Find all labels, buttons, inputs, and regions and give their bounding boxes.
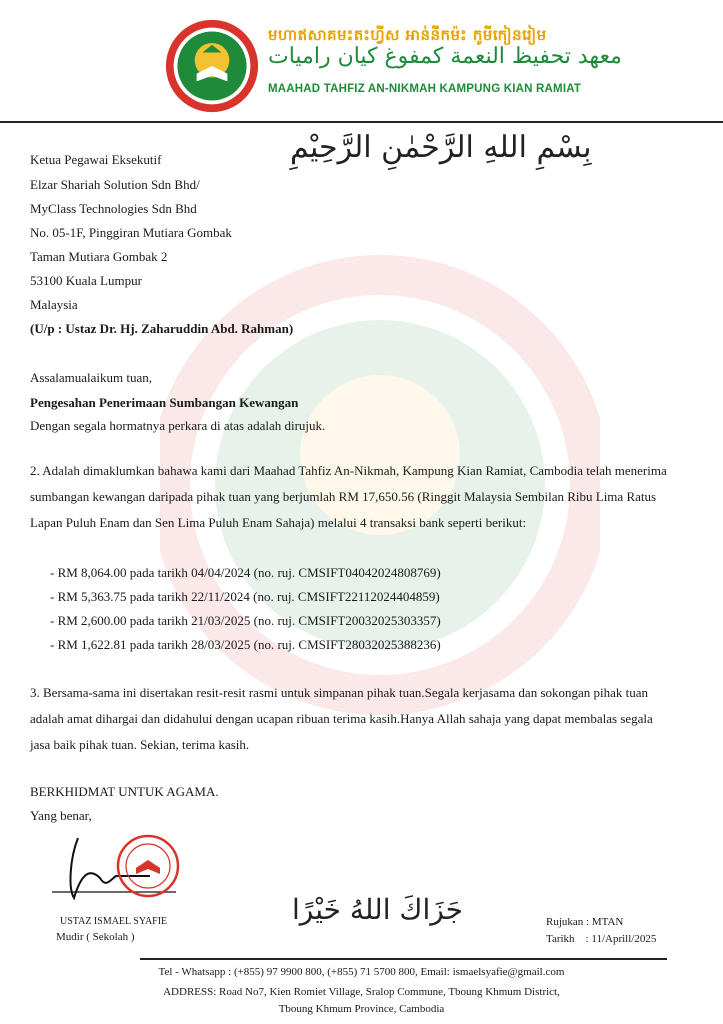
reference-line: Dengan segala hormatnya perkara di atas adalah dirujuk. <box>30 418 326 433</box>
closing-yang-benar: Yang benar, <box>30 808 92 823</box>
recipient-line-2: Elzar Shariah Solution Sdn Bhd/ <box>30 177 200 192</box>
recipient-line-1: Ketua Pegawai Eksekutif <box>30 152 162 167</box>
recipient-line-7: Malaysia <box>30 297 78 312</box>
transaction-item-1: - RM 8,064.00 pada tarikh 04/04/2024 (no. ruj. CMSIFT04042024808769) <box>50 565 441 580</box>
footer-address-line-1: ADDRESS: Road No7, Kien Romiet Village, Sralop Commune, Tboung Khmum District, <box>163 986 560 998</box>
paragraph-3: 3. Bersama-sama ini disertakan resit-resit rasmi untuk simpanan pihak tuan.Segala kerjasama dan sokongan pihak tuan adalah amat dihargai dan didahului dengan ucapan ribuan terima kasih.Hanya Allah sahaja yang dapat membalas segala jasa baik pihak tuan. Sekian, terima kasih. <box>30 685 653 752</box>
signatory-title: Mudir ( Sekolah ) <box>56 931 135 943</box>
tarikh-label: Tarikh : 11/Aprill/2025 <box>546 933 657 945</box>
footer-address-line-2: Tboung Khmum Province, Cambodia <box>278 1003 445 1015</box>
transaction-item-3: - RM 2,600.00 pada tarikh 21/03/2025 (no. ruj. CMSIFT20032025303357) <box>50 613 441 628</box>
letter-subject: Pengesahan Penerimaan Sumbangan Kewangan <box>30 395 299 410</box>
transaction-item-2: - RM 5,363.75 pada tarikh 22/11/2024 (no. ruj. CMSIFT22112024404859) <box>50 589 440 604</box>
recipient-line-5: Taman Mutiara Gombak 2 <box>30 249 168 264</box>
header-divider <box>0 121 723 123</box>
school-logo <box>164 18 260 114</box>
salutation: Assalamualaikum tuan, <box>30 370 153 385</box>
khmer-school-name: មហាឥសាគមះតះហ្វីស អាន់នីកម៉ះ កូមីកៀនរៀម <box>268 26 547 44</box>
paragraph-2: 2. Adalah dimaklumkan bahawa kami dari Maahad Tahfiz An-Nikmah, Kampung Kian Ramiat, Cambodia telah menerima sumbangan kewangan daripada pihak tuan yang berjumlah RM 17,650.56 (Ringgit Malaysia Sembilan Ribu Lima Ratus Lapan Puluh Enam dan Sen Lima Puluh Enam Sahaja) melalui 4 transaksi bank seperti berikut: <box>30 463 667 530</box>
jazakallah-calligraphy: جَزَاكَ اللهُ خَيْرًا <box>292 893 463 926</box>
recipient-line-4: No. 05-1F, Pinggiran Mutiara Gombak <box>30 225 232 240</box>
basmalah-calligraphy: بِسْمِ اللهِ الرَّحْمٰنِ الرَّحِيْمِ <box>290 130 592 165</box>
recipient-line-3: MyClass Technologies Sdn Bhd <box>30 201 197 216</box>
footer-divider <box>140 958 667 960</box>
rujukan-label: Rujukan : MTAN <box>546 916 624 928</box>
recipient-attention: (U/p : Ustaz Dr. Hj. Zaharuddin Abd. Rahman) <box>30 321 294 336</box>
recipient-line-6: 53100 Kuala Lumpur <box>30 273 142 288</box>
signatory-name: USTAZ ISMAEL SYAFIE <box>60 916 168 927</box>
closing-motto: BERKHIDMAT UNTUK AGAMA. <box>30 784 219 799</box>
transaction-item-4: - RM 1,622.81 pada tarikh 28/03/2025 (no. ruj. CMSIFT28032025388236) <box>50 637 441 652</box>
signature-and-seal <box>40 818 190 913</box>
latin-school-name: MAAHAD TAHFIZ AN-NIKMAH KAMPUNG KIAN RAMIAT <box>268 83 582 95</box>
arabic-school-name: معهد تحفيظ النعمة كمفوغ كيان راميات <box>268 44 622 69</box>
footer-contact: Tel - Whatsapp : (+855) 97 9900 800, (+855) 71 5700 800, Email: ismaelsyafie@gmail.com <box>158 966 565 978</box>
